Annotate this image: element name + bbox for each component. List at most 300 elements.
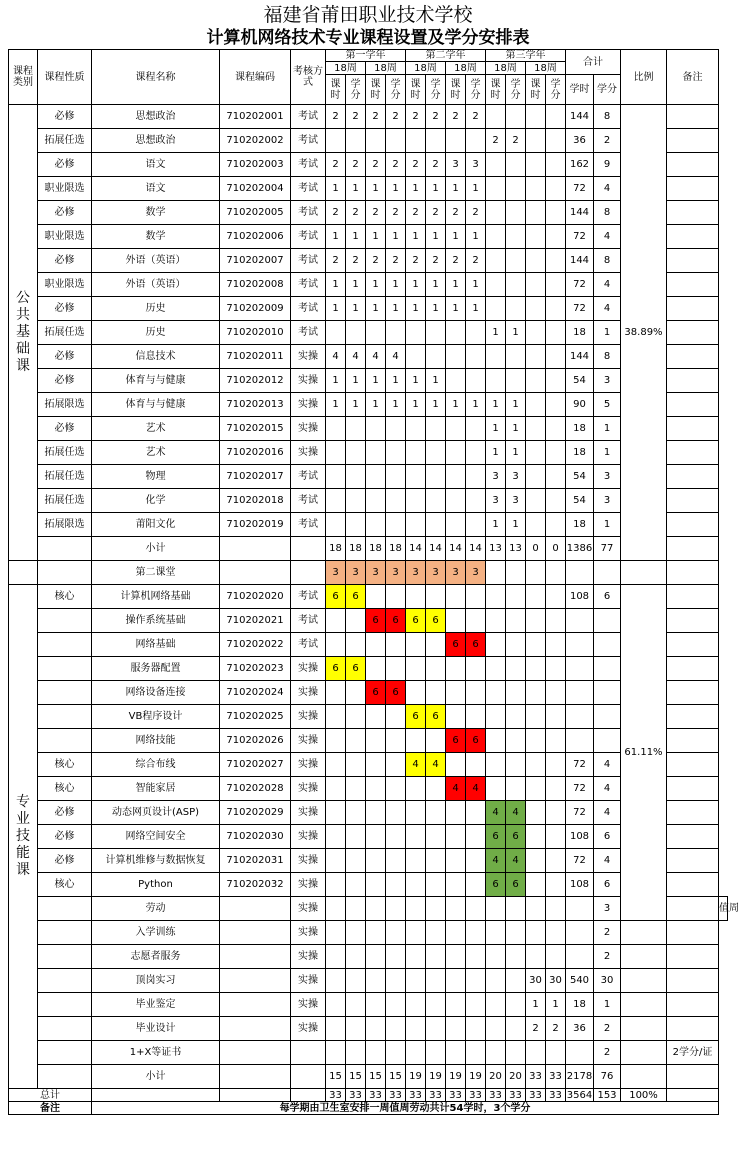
- semester-cell: [466, 345, 486, 369]
- semester-cell: [406, 417, 426, 441]
- remark-cell: [667, 705, 719, 729]
- course-nature: 拓展任选: [38, 321, 92, 345]
- semester-cell: [366, 489, 386, 513]
- semester-cell: [386, 705, 406, 729]
- exam-method: 考试: [291, 201, 326, 225]
- exam-method: 实操: [291, 897, 326, 921]
- course-code: [220, 921, 291, 945]
- total-credits: 6: [594, 873, 621, 897]
- semester-cell: [446, 801, 466, 825]
- semester-cell: 1: [366, 177, 386, 201]
- semester-cell: [346, 993, 366, 1017]
- semester-cell: [466, 513, 486, 537]
- remark-cell: [667, 441, 719, 465]
- course-name: 志愿者服务: [92, 945, 220, 969]
- semester-cell: [486, 945, 506, 969]
- semester-cell: 6: [486, 873, 506, 897]
- semester-cell: 1: [326, 273, 346, 297]
- semester-cell: [466, 969, 486, 993]
- semester-cell: [366, 873, 386, 897]
- course-name: 网络设备连接: [92, 681, 220, 705]
- semester-cell: [386, 753, 406, 777]
- semester-cell: [406, 1017, 426, 1041]
- header-name: 课程名称: [92, 50, 220, 105]
- course-name: 思想政治: [92, 129, 220, 153]
- semester-cell: 1: [466, 297, 486, 321]
- total-credits: [594, 561, 621, 585]
- total-credits: 3: [594, 489, 621, 513]
- course-name: VB程序设计: [92, 705, 220, 729]
- semester-cell: 6: [326, 657, 346, 681]
- semester-cell: 1: [406, 297, 426, 321]
- course-nature: 核心: [38, 777, 92, 801]
- semester-cell: [466, 489, 486, 513]
- total-hours: 72: [566, 777, 594, 801]
- header-hours-unit: 课时: [366, 75, 386, 105]
- semester-cell: [346, 681, 366, 705]
- total-credits: 2: [594, 129, 621, 153]
- ratio-public: 38.89%: [621, 105, 667, 561]
- semester-cell: [506, 945, 526, 969]
- semester-cell: 6: [466, 633, 486, 657]
- semester-cell: [446, 465, 466, 489]
- semester-cell: [426, 129, 446, 153]
- exam-method: 实操: [291, 873, 326, 897]
- total-credits: 4: [594, 801, 621, 825]
- exam-method: 实操: [291, 657, 326, 681]
- semester-cell: [346, 321, 366, 345]
- remark-cell: [667, 345, 719, 369]
- header-year3: 第三学年: [486, 50, 566, 62]
- semester-cell: 1: [326, 393, 346, 417]
- course-name: 智能家居: [92, 777, 220, 801]
- semester-cell: 1: [346, 273, 366, 297]
- semester-cell: 1: [366, 273, 386, 297]
- semester-cell: [486, 705, 506, 729]
- table-row: [9, 297, 728, 321]
- semester-cell: [526, 897, 546, 921]
- course-nature: 拓展任选: [38, 465, 92, 489]
- table-row: [9, 969, 728, 993]
- semester-cell: 6: [406, 609, 426, 633]
- header-credits-unit: 学分: [506, 75, 526, 105]
- semester-cell: 33: [506, 1089, 526, 1102]
- exam-method: 实操: [291, 393, 326, 417]
- semester-cell: 1: [446, 297, 466, 321]
- semester-cell: [546, 921, 566, 945]
- course-code: 710202023: [220, 657, 291, 681]
- semester-cell: [346, 489, 366, 513]
- semester-cell: [366, 921, 386, 945]
- header-code: 课程编码: [220, 50, 291, 105]
- semester-cell: 1: [386, 393, 406, 417]
- semester-cell: 1: [486, 441, 506, 465]
- course-nature: [38, 561, 92, 585]
- semester-cell: 2: [546, 1017, 566, 1041]
- semester-cell: 2: [466, 105, 486, 129]
- semester-cell: 1: [406, 393, 426, 417]
- semester-cell: [446, 993, 466, 1017]
- semester-cell: [526, 873, 546, 897]
- course-name: 思想政治: [92, 105, 220, 129]
- semester-cell: [506, 777, 526, 801]
- table-row: [9, 201, 728, 225]
- subtotal-row: [9, 537, 728, 561]
- semester-cell: 13: [506, 537, 526, 561]
- total-credits: 6: [594, 585, 621, 609]
- table-row: [9, 1041, 728, 1065]
- semester-cell: [506, 753, 526, 777]
- semester-cell: [546, 417, 566, 441]
- semester-cell: [546, 465, 566, 489]
- course-code: 710202005: [220, 201, 291, 225]
- semester-cell: [466, 441, 486, 465]
- semester-cell: [326, 753, 346, 777]
- semester-cell: [486, 369, 506, 393]
- course-code: 710202024: [220, 681, 291, 705]
- semester-cell: [346, 921, 366, 945]
- course-nature: 必修: [38, 801, 92, 825]
- header-hours-unit: 课时: [446, 75, 466, 105]
- exam-method: 考试: [291, 225, 326, 249]
- semester-cell: [486, 921, 506, 945]
- semester-cell: [366, 633, 386, 657]
- semester-cell: [546, 633, 566, 657]
- semester-cell: [326, 513, 346, 537]
- semester-cell: [466, 369, 486, 393]
- exam-method: 考试: [291, 465, 326, 489]
- semester-cell: 2: [446, 105, 466, 129]
- table-row: [9, 441, 728, 465]
- exam-method: 考试: [291, 297, 326, 321]
- exam-method: 实操: [291, 801, 326, 825]
- course-code: 710202011: [220, 345, 291, 369]
- course-code: 710202021: [220, 609, 291, 633]
- header-weeks: 18周: [406, 62, 446, 75]
- course-nature: 拓展任选: [38, 129, 92, 153]
- semester-cell: [466, 945, 486, 969]
- semester-cell: [366, 1041, 386, 1065]
- course-code: [220, 945, 291, 969]
- semester-cell: [366, 1017, 386, 1041]
- semester-cell: [426, 969, 446, 993]
- semester-cell: [446, 897, 466, 921]
- semester-cell: [346, 417, 366, 441]
- semester-cell: [486, 729, 506, 753]
- semester-cell: 3: [446, 153, 466, 177]
- semester-cell: 33: [466, 1089, 486, 1102]
- course-code: 710202028: [220, 777, 291, 801]
- semester-cell: [446, 873, 466, 897]
- semester-cell: 2: [426, 249, 446, 273]
- semester-cell: [546, 753, 566, 777]
- course-code: 710202018: [220, 489, 291, 513]
- semester-cell: [326, 873, 346, 897]
- semester-cell: 2: [526, 1017, 546, 1041]
- table-row: [9, 489, 728, 513]
- semester-cell: [486, 993, 506, 1017]
- semester-cell: [366, 993, 386, 1017]
- semester-cell: [326, 705, 346, 729]
- semester-cell: [526, 705, 546, 729]
- semester-cell: 2: [366, 201, 386, 225]
- semester-cell: 4: [446, 777, 466, 801]
- header-total: 合计: [566, 50, 621, 75]
- semester-cell: 2: [386, 153, 406, 177]
- semester-cell: 4: [506, 849, 526, 873]
- semester-cell: [466, 921, 486, 945]
- semester-cell: [426, 465, 446, 489]
- total-hours: 162: [566, 153, 594, 177]
- semester-cell: [346, 441, 366, 465]
- semester-cell: [466, 801, 486, 825]
- semester-cell: [346, 729, 366, 753]
- header-credits-unit: 学分: [546, 75, 566, 105]
- exam-method: 实操: [291, 777, 326, 801]
- exam-method: 实操: [291, 729, 326, 753]
- semester-cell: 6: [426, 609, 446, 633]
- semester-cell: [526, 129, 546, 153]
- semester-cell: [426, 657, 446, 681]
- semester-cell: [506, 681, 526, 705]
- semester-cell: [506, 369, 526, 393]
- course-nature: [38, 681, 92, 705]
- semester-cell: 4: [346, 345, 366, 369]
- course-name: 语文: [92, 153, 220, 177]
- semester-cell: [506, 633, 526, 657]
- course-table: [8, 49, 739, 1115]
- semester-cell: [406, 921, 426, 945]
- exam-method: 考试: [291, 105, 326, 129]
- total-hours: 54: [566, 489, 594, 513]
- semester-cell: [466, 465, 486, 489]
- semester-cell: 1: [366, 393, 386, 417]
- total-credits: 5: [594, 393, 621, 417]
- semester-cell: [466, 825, 486, 849]
- semester-cell: [346, 897, 366, 921]
- total-hours: 18: [566, 321, 594, 345]
- semester-cell: [346, 753, 366, 777]
- course-nature: 职业限选: [38, 273, 92, 297]
- subtotal-row: [9, 1065, 728, 1089]
- semester-cell: 1: [346, 369, 366, 393]
- exam-method: 实操: [291, 753, 326, 777]
- semester-cell: 4: [486, 801, 506, 825]
- table-row: [9, 129, 728, 153]
- exam-method: 考试: [291, 633, 326, 657]
- total-credits: 77: [594, 537, 621, 561]
- total-hours: 144: [566, 249, 594, 273]
- semester-cell: [326, 897, 346, 921]
- semester-cell: 33: [546, 1065, 566, 1089]
- semester-cell: [526, 561, 546, 585]
- semester-cell: [466, 1017, 486, 1041]
- semester-cell: [526, 849, 546, 873]
- category-cell: [9, 561, 38, 585]
- remark-cell: [667, 129, 719, 153]
- total-credits: [594, 681, 621, 705]
- semester-cell: [406, 729, 426, 753]
- semester-cell: [526, 585, 546, 609]
- semester-cell: [366, 777, 386, 801]
- semester-cell: [366, 825, 386, 849]
- semester-cell: 3: [466, 561, 486, 585]
- semester-cell: [526, 441, 546, 465]
- course-name: 网络技能: [92, 729, 220, 753]
- semester-cell: [546, 105, 566, 129]
- semester-cell: [406, 513, 426, 537]
- semester-cell: [386, 489, 406, 513]
- ratio-pro: 61.11%: [621, 585, 667, 921]
- semester-cell: [406, 585, 426, 609]
- semester-cell: [546, 801, 566, 825]
- course-nature: 必修: [38, 825, 92, 849]
- course-code: 710202010: [220, 321, 291, 345]
- school-title: 福建省莆田职业技术学校: [263, 4, 473, 26]
- exam-method: 考试: [291, 177, 326, 201]
- total-hours: 72: [566, 225, 594, 249]
- semester-cell: 15: [346, 1065, 366, 1089]
- semester-cell: [446, 345, 466, 369]
- semester-cell: [346, 1041, 366, 1065]
- remark-cell: [667, 105, 719, 129]
- semester-cell: [546, 201, 566, 225]
- semester-cell: [406, 345, 426, 369]
- semester-cell: 1: [526, 993, 546, 1017]
- course-code: 710202008: [220, 273, 291, 297]
- semester-cell: 2: [326, 153, 346, 177]
- course-nature: 必修: [38, 201, 92, 225]
- ratio-cell: [621, 1065, 667, 1089]
- semester-cell: [326, 801, 346, 825]
- semester-cell: 1: [326, 177, 346, 201]
- semester-cell: 1: [486, 393, 506, 417]
- header-hours-unit: 课时: [526, 75, 546, 105]
- semester-cell: 1: [446, 273, 466, 297]
- semester-cell: [386, 441, 406, 465]
- header-credits-unit: 学分: [426, 75, 446, 105]
- semester-cell: [386, 1017, 406, 1041]
- semester-cell: [526, 753, 546, 777]
- semester-cell: [326, 441, 346, 465]
- semester-cell: [326, 129, 346, 153]
- table-row: [9, 753, 728, 777]
- semester-cell: [486, 753, 506, 777]
- semester-cell: 1: [406, 273, 426, 297]
- semester-cell: 1: [486, 513, 506, 537]
- semester-cell: 4: [326, 345, 346, 369]
- total-hours: 108: [566, 585, 594, 609]
- course-nature: 核心: [38, 873, 92, 897]
- semester-cell: [386, 321, 406, 345]
- course-nature: 核心: [38, 753, 92, 777]
- semester-cell: 2: [426, 201, 446, 225]
- course-name: 历史: [92, 321, 220, 345]
- semester-cell: 1: [346, 393, 366, 417]
- semester-cell: [526, 273, 546, 297]
- semester-cell: [346, 825, 366, 849]
- semester-cell: [546, 897, 566, 921]
- semester-cell: [346, 513, 366, 537]
- course-nature: 拓展任选: [38, 489, 92, 513]
- semester-cell: [466, 993, 486, 1017]
- semester-cell: 0: [546, 537, 566, 561]
- semester-cell: [526, 513, 546, 537]
- semester-cell: [526, 321, 546, 345]
- total-credits: 1: [594, 441, 621, 465]
- total-credits: 4: [594, 225, 621, 249]
- semester-cell: [326, 465, 346, 489]
- semester-cell: [366, 897, 386, 921]
- semester-cell: 2: [326, 201, 346, 225]
- semester-cell: 2: [506, 129, 526, 153]
- total-credits: 2: [594, 1041, 621, 1065]
- semester-cell: [446, 969, 466, 993]
- semester-cell: [526, 105, 546, 129]
- semester-cell: 33: [546, 1089, 566, 1102]
- semester-cell: [446, 321, 466, 345]
- remark-cell: [667, 873, 719, 897]
- total-ratio: 100%: [621, 1089, 667, 1102]
- semester-cell: [386, 657, 406, 681]
- semester-cell: [486, 225, 506, 249]
- semester-cell: 1: [506, 393, 526, 417]
- course-name: 化学: [92, 489, 220, 513]
- semester-cell: [446, 921, 466, 945]
- semester-cell: [446, 681, 466, 705]
- semester-cell: [486, 969, 506, 993]
- semester-cell: [466, 1041, 486, 1065]
- semester-cell: [406, 777, 426, 801]
- course-nature: 必修: [38, 417, 92, 441]
- remark-cell: [667, 249, 719, 273]
- remark-cell: [667, 513, 719, 537]
- remark-cell: [667, 177, 719, 201]
- semester-cell: [346, 705, 366, 729]
- semester-cell: [326, 609, 346, 633]
- semester-cell: 1: [506, 321, 526, 345]
- course-nature: 拓展限选: [38, 513, 92, 537]
- semester-cell: [546, 609, 566, 633]
- header-credits-unit: 学分: [466, 75, 486, 105]
- table-row: [9, 369, 728, 393]
- semester-cell: 1: [426, 225, 446, 249]
- semester-cell: [546, 849, 566, 873]
- semester-cell: 6: [386, 609, 406, 633]
- remark-cell: [667, 273, 719, 297]
- total-credits: 8: [594, 345, 621, 369]
- semester-cell: [506, 249, 526, 273]
- semester-cell: 33: [326, 1089, 346, 1102]
- semester-cell: [506, 657, 526, 681]
- semester-cell: 1: [506, 441, 526, 465]
- course-nature: 职业限选: [38, 177, 92, 201]
- semester-cell: [506, 897, 526, 921]
- total-hours: 144: [566, 105, 594, 129]
- semester-cell: 1: [426, 297, 446, 321]
- semester-cell: 4: [406, 753, 426, 777]
- semester-cell: [346, 633, 366, 657]
- exam-method: 实操: [291, 849, 326, 873]
- course-code: [220, 897, 291, 921]
- remark-cell: [667, 153, 719, 177]
- course-nature: 核心: [38, 585, 92, 609]
- course-nature: 必修: [38, 153, 92, 177]
- semester-cell: [546, 273, 566, 297]
- header-hours-unit: 课时: [406, 75, 426, 105]
- total-credits: 1: [594, 417, 621, 441]
- semester-cell: 3: [406, 561, 426, 585]
